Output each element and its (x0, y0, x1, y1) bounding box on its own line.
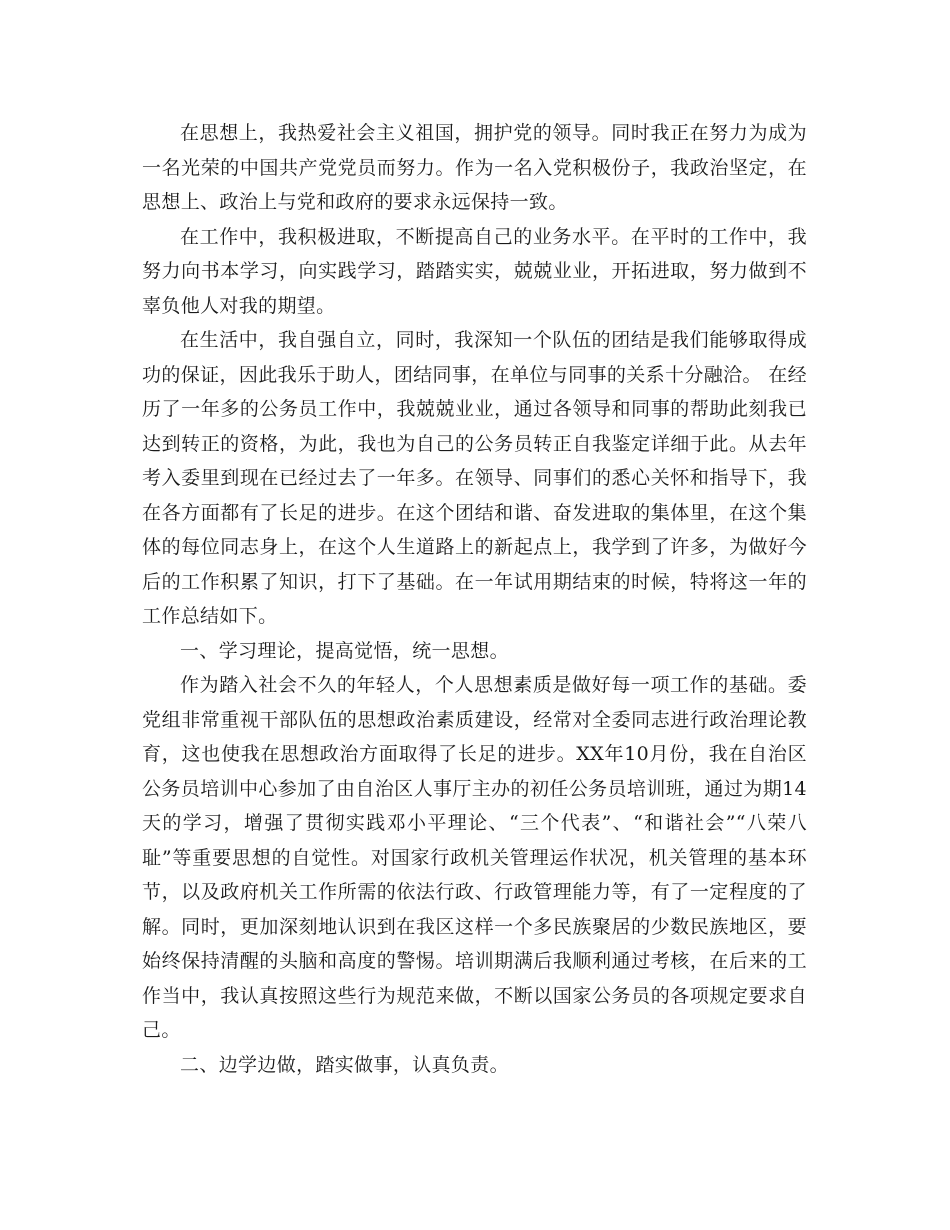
section-heading-two: 二、边学边做，踏实做事，认真负责。 (180, 1053, 509, 1076)
paragraph-life-summary: 在生活中，我自强自立，同时，我深知一个队伍的团结是我们能够取得成功的保证，因此我乐于助人，团结同事，在单位与同事的关系十分融洽。 在经历了一年多的公务员工作中，我兢兢业业，通过各领导和同事的帮助此刻我已达到转正的资格，为此，我也为自己的公务员转正自我鉴定详细于此。从去年考入委里到现在已经过去了一年多。在领导、同事们的悉心关怀和指导下，我在各方面都有了长足的进步。在这个团结和谐、奋发进取的集体里，在这个集体的每位同志身上，在这个人生道路上的新起点上，我学到了许多，为做好今后的工作积累了知识，打下了基础。在一年试用期结束的时候，特将这一年的工作总结如下。 (142, 329, 807, 627)
paragraph-work: 在工作中，我积极进取，不断提高自己的业务水平。在平时的工作中，我努力向书本学习，向实践学习，踏踏实实，兢兢业业，开拓进取，努力做到不辜负他人对我的期望。 (142, 225, 807, 317)
section-heading-one: 一、学习理论，提高觉悟，统一思想。 (180, 639, 509, 662)
document-body (142, 116, 807, 1082)
paragraph-study-theory: 作为踏入社会不久的年轻人，个人思想素质是做好每一项工作的基础。委党组非常重视干部队伍的思想政治素质建设，经常对全委同志进行政治理论教育，这也使我在思想政治方面取得了长足的进步。XX年10月份，我在自治区公务员培训中心参加了由自治区人事厅主办的初任公务员培训班，通过为期14天的学习，增强了贯彻实践邓小平理论、“三个代表”、“和谐社会”“八荣八耻”等重要思想的自觉性。对国家行政机关管理运作状况，机关管理的基本环节，以及政府机关工作所需的依法行政、行政管理能力等，有了一定程度的了解。同时，更加深刻地认识到在我区这样一个多民族聚居的少数民族地区，要始终保持清醒的头脑和高度的警惕。培训期满后我顺利通过考核，在后来的工作当中，我认真按照这些行为规范来做，不断以国家公务员的各项规定要求自己。 (142, 674, 807, 1041)
paragraph-ideology: 在思想上，我热爱社会主义祖国，拥护党的领导。同时我正在努力为成为一名光荣的中国共产党党员而努力。作为一名入党积极份子，我政治坚定，在思想上、政治上与党和政府的要求永远保持一致。 (142, 122, 807, 213)
